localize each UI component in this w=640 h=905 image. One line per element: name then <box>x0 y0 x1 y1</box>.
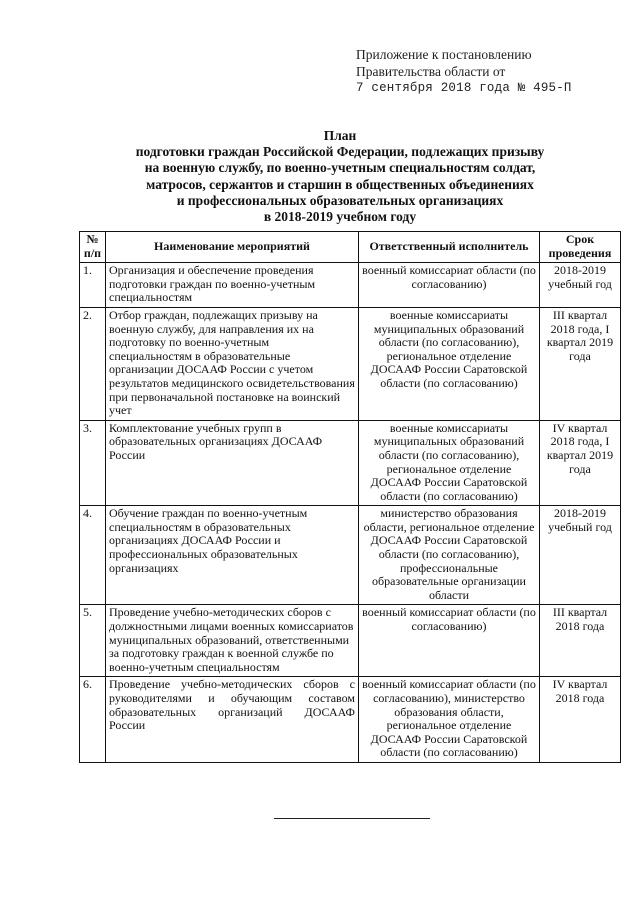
appendix-order-line: 7 сентября 2018 года № 495-П <box>356 81 572 95</box>
row-num: 4. <box>80 506 106 605</box>
plan-title <box>60 128 620 225</box>
row-name: Организация и обеспечение проведения подготовки граждан по военно-учетным специальностям <box>106 263 359 308</box>
table-row <box>80 263 621 308</box>
table-row <box>80 677 621 763</box>
row-term: III квартал 2018 года <box>540 605 621 677</box>
header-name: Наименование мероприятий <box>106 232 359 263</box>
row-term: III квартал 2018 года, I квартал 2019 года <box>540 307 621 420</box>
table-row <box>80 420 621 506</box>
row-resp: военные комиссариаты муниципальных образований области (по согласованию), региональное отделение ДОСААФ России Саратовской области (по согласованию) <box>359 420 540 506</box>
row-name: Обучение граждан по военно-учетным специальностям в образовательных организациях ДОСААФ России и профессиональных образовательных организациях <box>106 506 359 605</box>
row-resp: военные комиссариаты муниципальных образований области (по согласованию), региональное отделение ДОСААФ России Саратовской области (по согласованию) <box>359 307 540 420</box>
row-num: 2. <box>80 307 106 420</box>
row-num: 3. <box>80 420 106 506</box>
header-resp: Ответственный исполнитель <box>359 232 540 263</box>
title-line-6: в 2018-2019 учебном году <box>263 209 417 225</box>
row-num: 6. <box>80 677 106 763</box>
table-row <box>80 307 621 420</box>
table-row <box>80 506 621 605</box>
row-name: Проведение учебно-методических сборов с руководителями и обучающим составом образовательных организаций ДОСААФ России <box>106 677 359 763</box>
table-header-row <box>80 232 621 263</box>
row-resp: министерство образования области, региональное отделение ДОСААФ России Саратовской области (по согласованию), профессиональные образовательные организации области <box>359 506 540 605</box>
row-num: 1. <box>80 263 106 308</box>
row-term: 2018-2019 учебный год <box>540 263 621 308</box>
plan-table <box>79 231 621 763</box>
header-term: Срок проведения <box>540 232 621 263</box>
row-term: IV квартал 2018 года <box>540 677 621 763</box>
title-line-3: на военную службу, по военно-учетным специальностям солдат, <box>144 160 536 176</box>
row-resp: военный комиссариат области (по согласованию) <box>359 605 540 677</box>
appendix-note <box>356 46 572 97</box>
row-name: Отбор граждан, подлежащих призыву на военную службу, для направления их на подготовку по военно-учетным специальностям в образовательные организации ДОСААФ России с учетом результатов медицинского освидетельствования при первоначальной постановке на воинский учет <box>106 307 359 420</box>
title-line-2: подготовки граждан Российской Федерации, подлежащих призыву <box>135 144 545 160</box>
appendix-line-2: Правительства области от <box>356 64 506 79</box>
title-line-4: матросов, сержантов и старшин в общественных объединениях <box>146 176 534 192</box>
closing-rule <box>274 818 430 819</box>
row-term: 2018-2019 учебный год <box>540 506 621 605</box>
row-name: Проведение учебно-методических сборов с должностными лицами военных комиссариатов муниципальных образований, ответственными за подготовку граждан к военной службе по военно-учетным специальностям <box>106 605 359 677</box>
appendix-line-1: Приложение к постановлению <box>356 47 532 62</box>
row-resp: военный комиссариат области (по согласованию) <box>359 263 540 308</box>
row-resp: военный комиссариат области (по согласованию), министерство образования области, региональное отделение ДОСААФ России Саратовской области (по согласованию) <box>359 677 540 763</box>
row-num: 5. <box>80 605 106 677</box>
row-term: IV квартал 2018 года, I квартал 2019 года <box>540 420 621 506</box>
title-line-1: План <box>323 128 357 143</box>
title-line-5: и профессиональных образовательных организациях <box>176 192 504 208</box>
table-row <box>80 605 621 677</box>
row-name: Комплектование учебных групп в образовательных организациях ДОСААФ России <box>106 420 359 506</box>
header-num: № п/п <box>80 232 106 263</box>
